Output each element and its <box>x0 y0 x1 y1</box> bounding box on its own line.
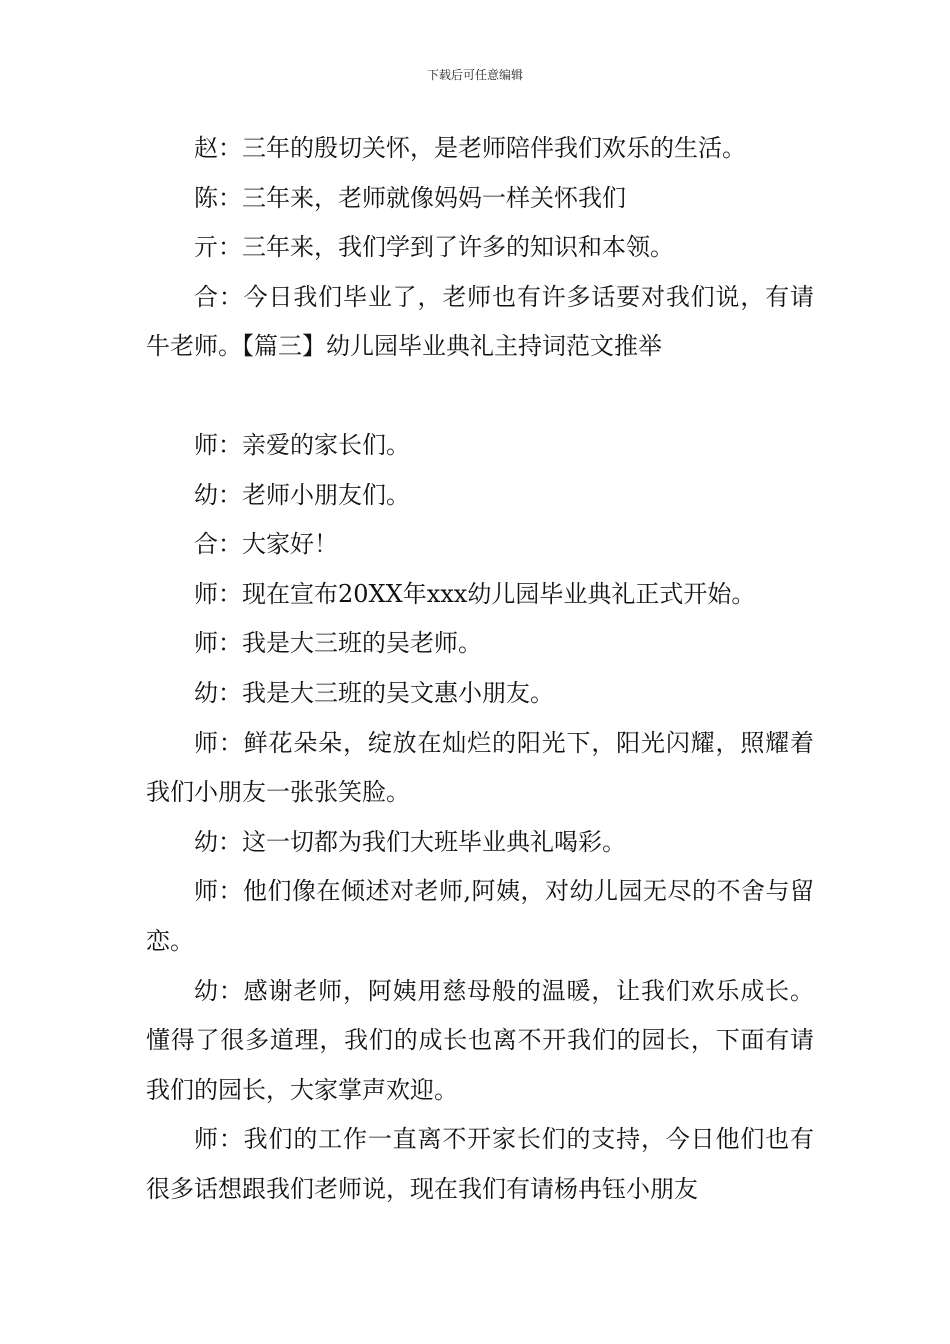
document-body <box>146 124 814 1214</box>
paragraph: 幼：老师小朋友们。 <box>194 480 410 509</box>
paragraph: 师：他们像在倾述对老师,阿姨，对幼儿园无尽的不舍与留恋。 <box>146 877 814 955</box>
blank-line <box>146 372 814 421</box>
paragraph: 师：现在宣布20XX年xxx幼儿园毕业典礼正式开始。 <box>194 579 756 608</box>
paragraph: 亓：三年来，我们学到了许多的知识和本领。 <box>194 233 674 262</box>
paragraph: 师：亲爱的家长们。 <box>194 430 410 459</box>
paragraph: 师：我是大三班的吴老师。 <box>194 629 482 658</box>
paragraph: 陈：三年来，老师就像妈妈一样关怀我们 <box>194 183 626 212</box>
paragraph: 师：我们的工作一直离不开家长们的支持，今日他们也有很多话想跟我们老师说，现在我们有请杨冉钰小朋友 <box>146 1125 814 1203</box>
paragraph: 师：鲜花朵朵，绽放在灿烂的阳光下，阳光闪耀，照耀着我们小朋友一张张笑脸。 <box>146 728 814 807</box>
paragraph: 幼：我是大三班的吴文惠小朋友。 <box>194 678 554 707</box>
paragraph: 合：大家好！ <box>194 530 338 559</box>
paragraph: 合：今日我们毕业了，老师也有许多话要对我们说，有请牛老师。【篇三】幼儿园毕业典礼主持词范文推举 <box>146 282 814 361</box>
paragraph: 幼：感谢老师，阿姨用慈母般的温暖，让我们欢乐成长。懂得了很多道理，我们的成长也离不开我们的园长，下面有请我们的园长，大家掌声欢迎。 <box>146 976 814 1104</box>
paragraph: 赵：三年的殷切关怀，是老师陪伴我们欢乐的生活。 <box>194 134 746 162</box>
page-header: 下载后可任意编辑 <box>426 68 523 82</box>
paragraph: 幼：这一切都为我们大班毕业典礼喝彩。 <box>194 827 626 856</box>
